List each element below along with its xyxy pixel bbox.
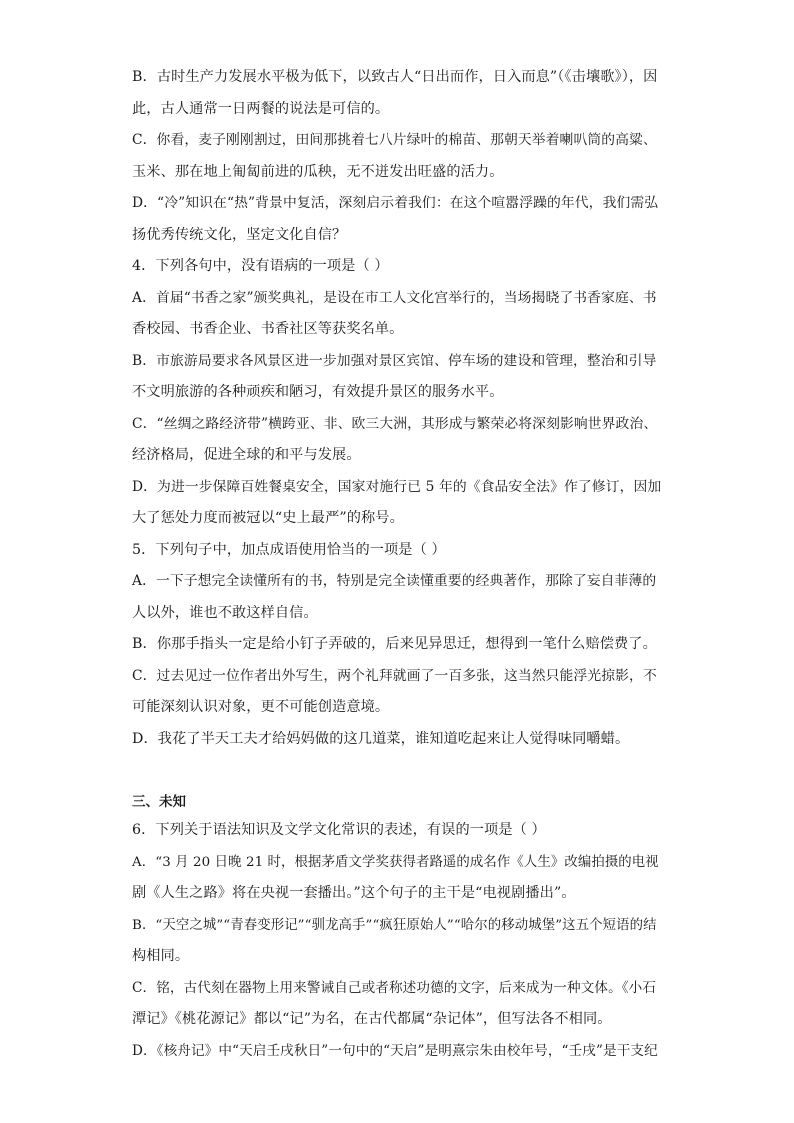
question-4-stem: 4．下列各句中，没有语病的一项是（ ） bbox=[132, 258, 389, 274]
text-line: C．过去见过一位作者出外写生，两个礼拜就画了一百多张，这当然只能浮光掠影，不 bbox=[132, 667, 657, 684]
text-line: 人以外，谁也不敢这样自信。 bbox=[132, 604, 318, 621]
text-line: 此，古人通常一日两餐的说法是可信的。 bbox=[132, 100, 390, 117]
text-line: 构相同。 bbox=[132, 948, 190, 964]
section-spacer bbox=[132, 755, 662, 790]
text-line: B．古时生产力发展水平极为低下，以致古人“日出而作，日入而息”（《击壤歌》），因 bbox=[132, 69, 658, 85]
text-line: D．《核舟记》中“天启壬戌秋日”一句中的“天启”是明熹宗朱由校年号，“壬戌”是干支纪 bbox=[132, 1042, 658, 1059]
text-line: D．“冷”知识在“热”背景中复活，深刻启示着我们：在这个喧嚣浮躁的年代，我们需弘 bbox=[132, 195, 659, 211]
text-line: 可能深刻认识对象，更不可能创造意境。 bbox=[132, 699, 390, 715]
text-line: D．我花了半天工夫才给妈妈做的这几道菜，谁知道吃起来让人觉得味同嚼蜡。 bbox=[132, 730, 630, 747]
question-6-stem: 6．下列关于语法知识及文学文化常识的表述，有误的一项是（ ） bbox=[132, 822, 546, 838]
text-line: C．铭，古代刻在器物上用来警诫自己或者称述功德的文字，后来成为一种文体。《小石 bbox=[132, 979, 657, 996]
text-block-before bbox=[132, 62, 662, 755]
text-line: A．“3 月 20 日晚 21 时，根据茅盾文学奖获得者路遥的成名作《人生》改编拍摄的电视 bbox=[132, 854, 659, 870]
question-5-stem: 5．下列句子中，加点成语使用恰当的一项是（ ） bbox=[132, 541, 446, 558]
text-line: B．你那手指头一定是给小钉子弄破的，后来见异思迁，想得到一笔什么赔偿费了。 bbox=[132, 636, 657, 652]
section-heading: 三、未知 bbox=[132, 794, 186, 810]
text-line: 不文明旅游的各种顽疾和陋习，有效提升景区的服务水平。 bbox=[132, 384, 504, 400]
text-line: A．首届“书香之家”颁奖典礼，是设在市工人文化宫举行的，当场揭晓了书香家庭、书 bbox=[132, 289, 657, 306]
text-line: 扬优秀传统文化，坚定文化自信？ bbox=[132, 226, 347, 243]
text-line: 剧《人生之路》将在央视一套播出。”这个句子的主干是“电视剧播出”。 bbox=[132, 885, 576, 901]
text-line: C．你看，麦子刚刚割过，田间那挑着七八片绿叶的棉苗、那朝天举着喇叭筒的高粱、 bbox=[132, 132, 657, 148]
text-line: 经济格局，促进全球的和平与发展。 bbox=[132, 447, 361, 463]
text-line: 潭记》《桃花源记》都以“记”为名，在古代都属“杂记体”，但写法各不相同。 bbox=[132, 1011, 612, 1027]
text-line: 香校园、书香企业、书香社区等获奖名单。 bbox=[132, 321, 404, 337]
text-line: B．“天空之城”“青春变形记”“驯龙高手”“疯狂原始人”“哈尔的移动城堡”这五个短语的结 bbox=[132, 917, 657, 933]
text-line: 大了惩处力度而被冠以“史上最严”的称号。 bbox=[132, 510, 404, 526]
exam-page bbox=[132, 62, 662, 1067]
text-line: B．市旅游局要求各风景区进一步加强对景区宾馆、停车场的建设和管理，整治和引导 bbox=[132, 352, 657, 369]
text-line: A．一下子想完全读懂所有的书，特别是完全读懂重要的经典著作，那除了妄自菲薄的 bbox=[132, 573, 657, 589]
text-block-after bbox=[132, 815, 662, 1067]
text-line: D．为进一步保障百姓餐桌安全，国家对施行已 5 年的《食品安全法》作了修订，因加 bbox=[132, 478, 662, 495]
text-line: 玉米、那在地上匍匐前进的瓜秧，无不迸发出旺盛的活力。 bbox=[132, 163, 504, 180]
text-line: C．“丝绸之路经济带”横跨亚、非、欧三大洲，其形成与繁荣必将深刻影响世界政治、 bbox=[132, 415, 658, 432]
